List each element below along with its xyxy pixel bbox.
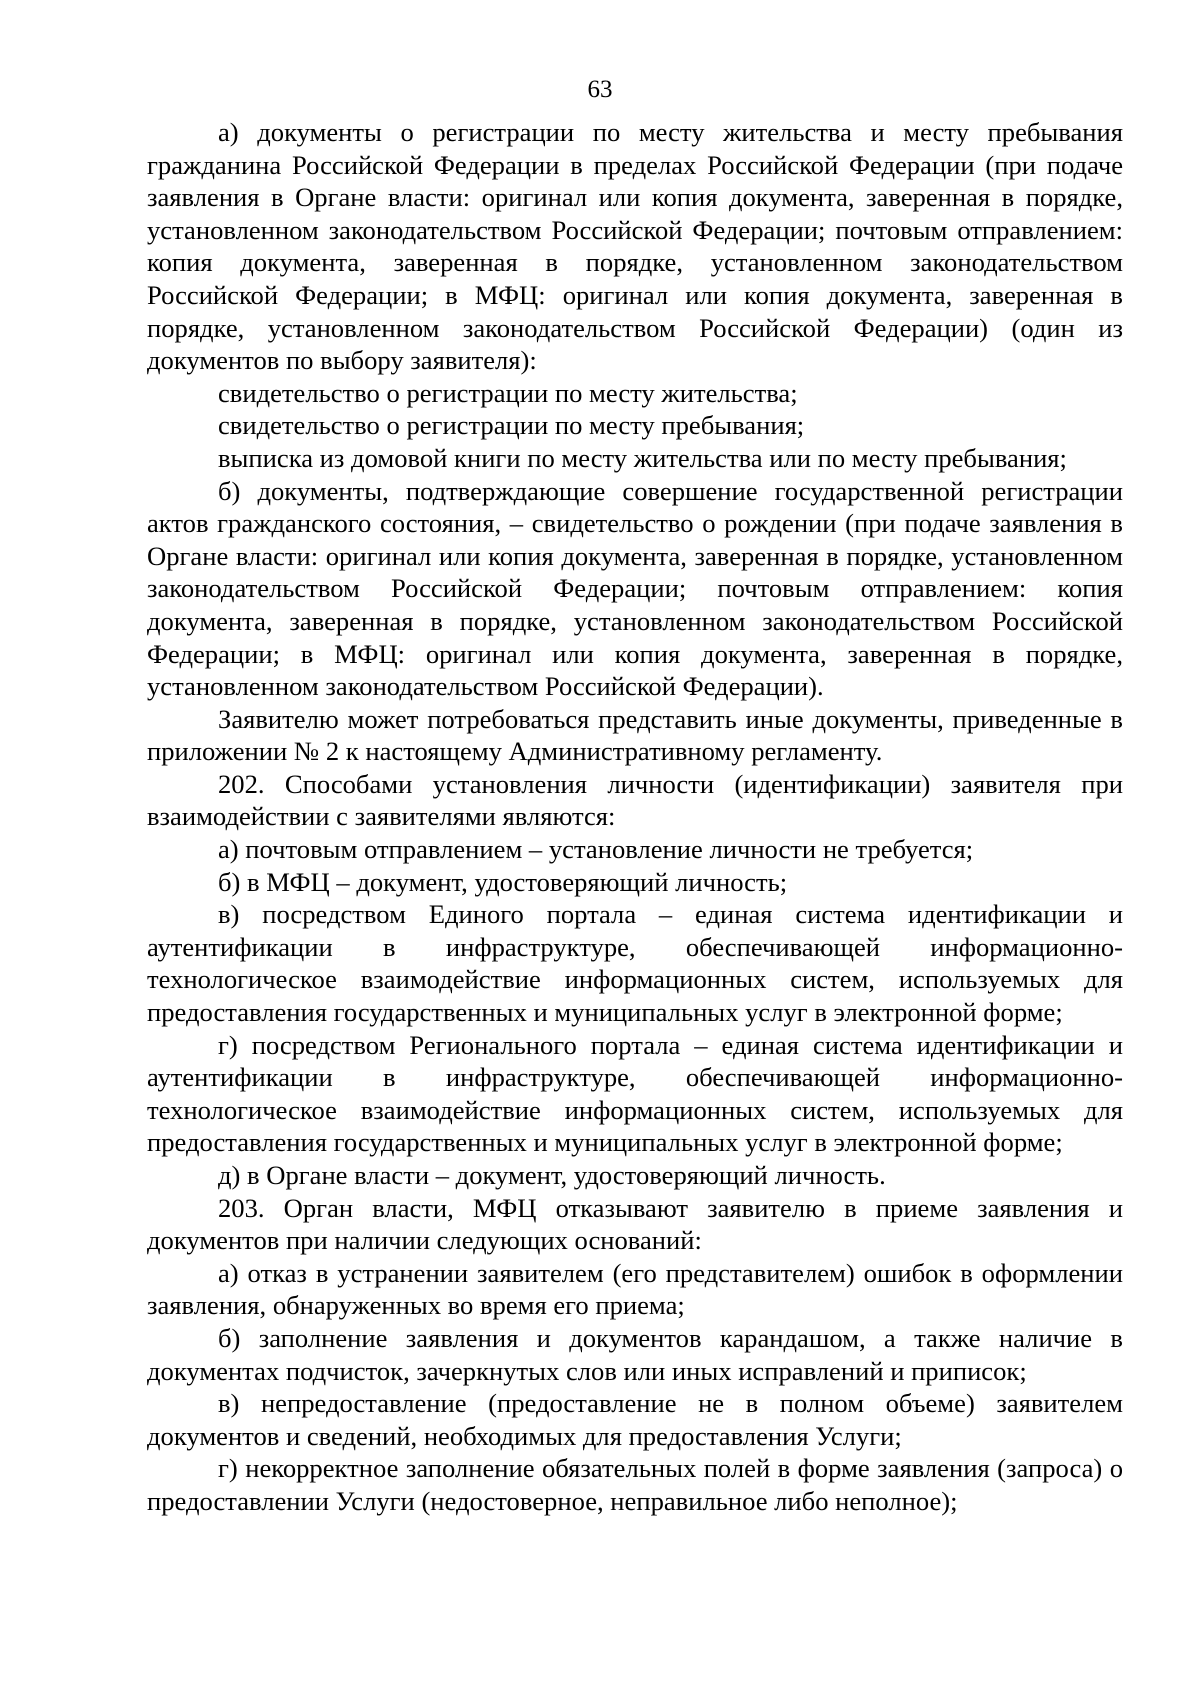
paragraph-202v: в) посредством Единого портала – единая система идентификации и аутентификации в инфраструктуре, обеспечивающей информационно-технологическое взаимодействие информационных систем, используемых для предоставления государственных и муниципальных услуг в электронной форме;: [147, 899, 1123, 1028]
paragraph-203g: г) некорректное заполнение обязательных полей в форме заявления (запроса) о предоставлении Услуги (недостоверное, неправильное либо неполное);: [147, 1453, 1123, 1516]
paragraph-residence-certificate: свидетельство о регистрации по месту жительства;: [218, 377, 798, 408]
paragraph-203: 203. Орган власти, МФЦ отказывают заявителю в приеме заявления и документов при наличии следующих оснований:: [147, 1192, 1123, 1256]
paragraph-202g: г) посредством Регионального портала – единая система идентификации и аутентификации в инфраструктуре, обеспечивающей информационно-технологическое взаимодействие информационных систем, используемых для предоставления государственных и муниципальных услуг в электронной форме;: [147, 1029, 1123, 1158]
paragraph-202d: д) в Органе власти – документ, удостоверяющий личность.: [218, 1160, 886, 1190]
paragraph-202a: а) почтовым отправлением – установление личности не требуется;: [218, 834, 974, 865]
paragraph-201b: б) документы, подтверждающие совершение государственной регистрации актов гражданского состояния, – свидетельство о рождении (при подаче заявления в Органе власти: оригинал или копия документа, заверенная в порядке, установленном законодательством Российской Федерации; почтовым отправлением: копия документа, заверенная в порядке, установленном законодательством Российской Федерации; в МФЦ: оригинал или копия документа, заверенная в порядке, установленном законодательством Российской Федерации).: [147, 475, 1123, 702]
paragraph-202: 202. Способами установления личности (идентификации) заявителя при взаимодействии с заявителями являются:: [147, 768, 1123, 832]
page-number: 63: [587, 76, 613, 103]
paragraph-stay-certificate: свидетельство о регистрации по месту пребывания;: [218, 410, 805, 441]
paragraph-201a: а) документы о регистрации по месту жительства и месту пребывания гражданина Российской Федерации в пределах Российской Федерации (при подаче заявления в Органе власти: оригинал или копия документа, заверенная в порядке, установленном законодательством Российской Федерации; почтовым отправлением: копия документа, заверенная в порядке, установленном законодательством Российской Федерации; в МФЦ: оригинал или копия документа, заверенная в порядке, установленном законодательством Российской Федерации) (один из документов по выбору заявителя):: [147, 117, 1123, 376]
paragraph-house-book-extract: выписка из домовой книги по месту жительства или по месту пребывания;: [218, 442, 1067, 473]
paragraph-202b: б) в МФЦ – документ, удостоверяющий личность;: [218, 866, 788, 897]
document-body: [147, 116, 1123, 1518]
paragraph-203b: б) заполнение заявления и документов карандашом, а также наличие в документах подчисток, зачеркнутых слов или иных исправлений и приписок;: [147, 1322, 1123, 1386]
paragraph-203v: в) непредоставление (предоставление не в полном объеме) заявителем документов и сведений, необходимых для предоставления Услуги;: [147, 1388, 1123, 1451]
paragraph-203a: а) отказ в устранении заявителем (его представителем) ошибок в оформлении заявления, обнаруженных во время его приема;: [147, 1257, 1123, 1321]
paragraph-other-documents: Заявителю может потребоваться представить иные документы, приведенные в приложении № 2 к настоящему Административному регламенту.: [147, 703, 1123, 767]
